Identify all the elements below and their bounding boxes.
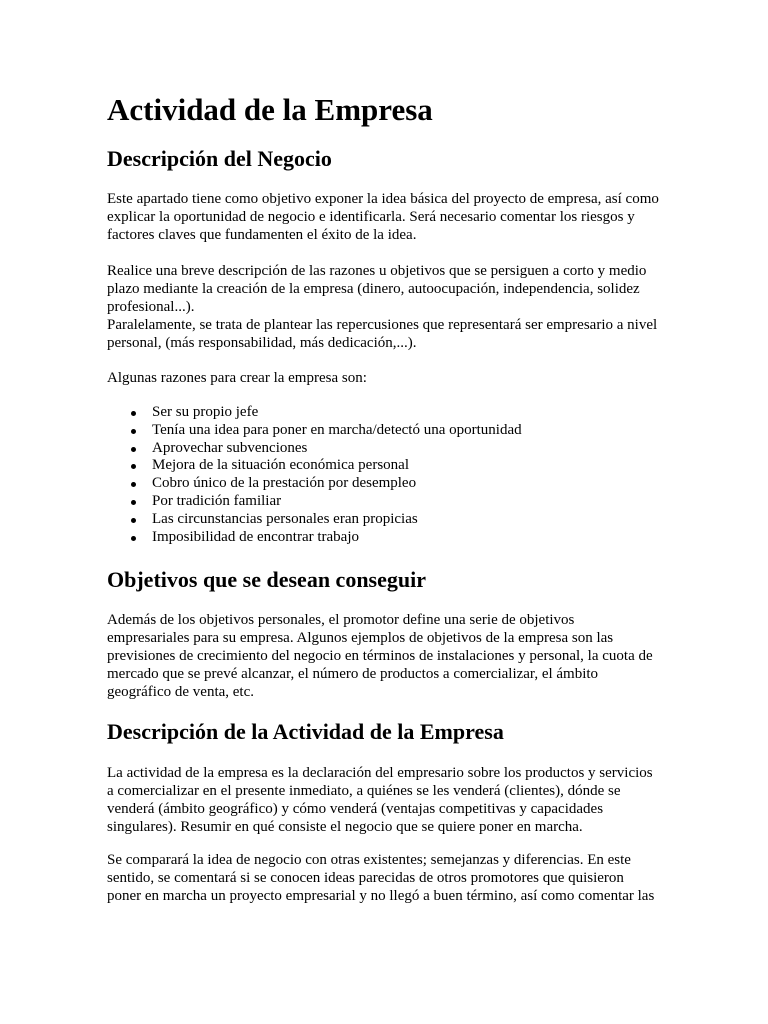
text-line: empresariales para su empresa. Algunos ejemplos de objetivos de la empresa son las xyxy=(107,630,614,646)
list-item: Por tradición familiar xyxy=(107,493,522,511)
text-line: sentido, se comentará si se conocen ideas parecidas de otros promotores que quisieron xyxy=(107,870,624,886)
page-title: Actividad de la Empresa xyxy=(107,92,433,127)
text-line: venderá (ámbito geográfico) y cómo venderá (ventajas competitivas y capacidades xyxy=(107,801,604,817)
list-item: Tenía una idea para poner en marcha/detectó una oportunidad xyxy=(107,422,522,440)
text-line: Además de los objetivos personales, el promotor define una serie de objetivos xyxy=(107,612,575,628)
text-line: singulares). Resumir en qué consiste el negocio que se quiere poner en marcha. xyxy=(107,819,583,835)
text-line: mercado que se prevé alcanzar, el número de productos a comercializar, el ámbito xyxy=(107,666,599,682)
section-heading-objetivos: Objetivos que se desean conseguir xyxy=(107,567,426,592)
list-item: Aprovechar subvenciones xyxy=(107,440,522,458)
paragraph xyxy=(107,262,657,352)
text-line: profesional...). xyxy=(107,299,195,315)
text-line: explicar la oportunidad de negocio e identificarla. Será necesario comentar los riesgos y xyxy=(107,209,635,225)
text-line: Realice una breve descripción de las razones u objetivos que se persiguen a corto y medio xyxy=(107,263,647,279)
section-heading-actividad: Descripción de la Actividad de la Empresa xyxy=(107,719,504,744)
list-item: Ser su propio jefe xyxy=(107,404,522,422)
text-line: plazo mediante la creación de la empresa (dinero, autoocupación, independencia, solidez xyxy=(107,281,640,297)
text-line: previsiones de crecimiento del negocio en términos de instalaciones y personal, la cuota de xyxy=(107,648,653,664)
list-item: Mejora de la situación económica personal xyxy=(107,457,522,475)
text-line: factores claves que fundamenten el éxito de la idea. xyxy=(107,227,417,243)
text-line: Este apartado tiene como objetivo exponer la idea básica del proyecto de empresa, así como xyxy=(107,191,659,207)
paragraph xyxy=(107,369,367,387)
paragraph xyxy=(107,764,653,836)
reasons-list xyxy=(107,404,522,546)
text-line: Algunas razones para crear la empresa son: xyxy=(107,370,367,386)
text-line: Paralelamente, se trata de plantear las repercusiones que representará ser empresario a nivel xyxy=(107,317,658,333)
list-item: Cobro único de la prestación por desempleo xyxy=(107,475,522,493)
paragraph xyxy=(107,190,659,244)
text-line: personal, (más responsabilidad, más dedicación,...). xyxy=(107,335,417,351)
text-line: a comercializar en el presente inmediato, a quiénes se les venderá (clientes), dónde se xyxy=(107,783,621,799)
text-line: poner en marcha un proyecto empresarial y no llegó a buen término, así como comentar las xyxy=(107,888,655,904)
text-line: geográfico de venta, etc. xyxy=(107,684,255,700)
list-item: Las circunstancias personales eran propicias xyxy=(107,511,522,529)
text-line: La actividad de la empresa es la declaración del empresario sobre los productos y servicios xyxy=(107,765,653,781)
paragraph xyxy=(107,611,653,701)
list-item: Imposibilidad de encontrar trabajo xyxy=(107,529,522,547)
text-line: Se comparará la idea de negocio con otras existentes; semejanzas y diferencias. En este xyxy=(107,852,631,868)
paragraph xyxy=(107,851,654,905)
section-heading-descripcion-negocio: Descripción del Negocio xyxy=(107,146,332,171)
